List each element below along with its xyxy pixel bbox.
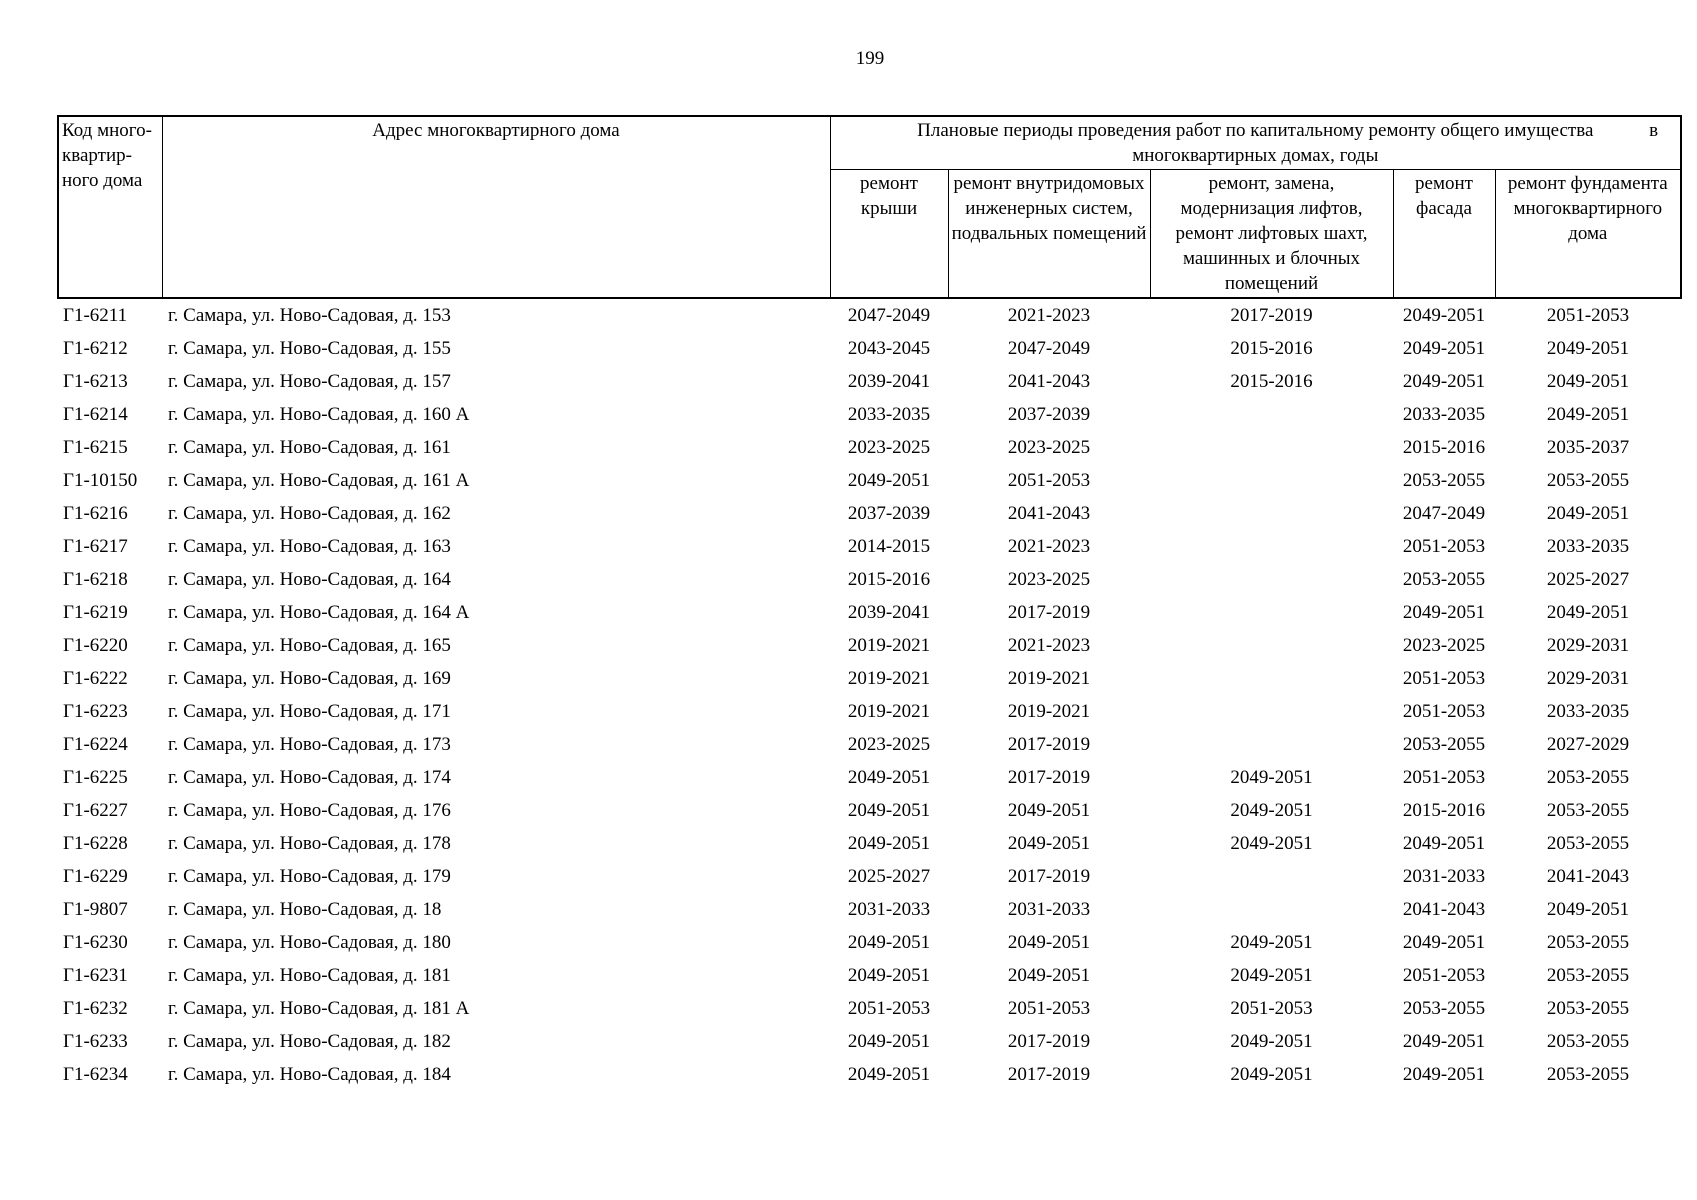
table-row [58, 728, 1681, 761]
cell-engineering: 2017-2019 [1007, 734, 1091, 755]
cell-lift [1150, 398, 1393, 431]
table-row [58, 596, 1681, 629]
cell-lift: 2049-2051 [1230, 1031, 1313, 1052]
cell-address: г. Самара, ул. Ново-Садовая, д. 181 А [168, 998, 470, 1019]
cell-code: Г1-6216 [63, 503, 128, 524]
cell-lift: 2049-2051 [1230, 767, 1313, 788]
cell-code: Г1-6227 [63, 800, 128, 821]
cell-facade: 2049-2051 [1402, 932, 1486, 953]
header-plan-line2: многоквартирных домах, годы [1132, 145, 1379, 166]
table-row [58, 794, 1681, 827]
cell-foundation: 2053-2055 [1546, 767, 1630, 788]
cell-facade: 2053-2055 [1402, 998, 1486, 1019]
cell-roof: 2039-2041 [847, 371, 931, 392]
cell-roof: 2019-2021 [847, 635, 931, 656]
table-row [58, 893, 1681, 926]
cell-foundation: 2053-2055 [1546, 1031, 1630, 1052]
table-row [58, 1058, 1681, 1091]
table-row [58, 1025, 1681, 1058]
cell-engineering: 2051-2053 [1007, 470, 1091, 491]
cell-facade: 2049-2051 [1402, 1064, 1486, 1085]
cell-foundation: 2035-2037 [1546, 437, 1630, 458]
cell-facade: 2053-2055 [1402, 734, 1486, 755]
cell-address: г. Самара, ул. Ново-Садовая, д. 162 [168, 503, 451, 524]
cell-foundation: 2027-2029 [1546, 734, 1630, 755]
cell-roof: 2014-2015 [847, 536, 931, 557]
cell-foundation: 2049-2051 [1546, 338, 1630, 359]
cell-facade: 2049-2051 [1402, 1031, 1486, 1052]
cell-roof: 2051-2053 [847, 998, 931, 1019]
cell-facade: 2051-2053 [1402, 701, 1486, 722]
cell-foundation: 2041-2043 [1546, 866, 1630, 887]
cell-code: Г1-6230 [63, 932, 128, 953]
cell-lift [1150, 596, 1393, 629]
cell-code: Г1-6228 [63, 833, 128, 854]
cell-engineering: 2023-2025 [1007, 437, 1091, 458]
cell-facade: 2041-2043 [1402, 899, 1486, 920]
cell-lift [1150, 431, 1393, 464]
cell-foundation: 2053-2055 [1546, 833, 1630, 854]
table-row [58, 827, 1681, 860]
cell-address: г. Самара, ул. Ново-Садовая, д. 160 А [168, 404, 470, 425]
cell-engineering: 2041-2043 [1007, 503, 1091, 524]
cell-roof: 2039-2041 [847, 602, 931, 623]
cell-foundation: 2053-2055 [1546, 1064, 1630, 1085]
cell-engineering: 2021-2023 [1007, 536, 1091, 557]
cell-address: г. Самара, ул. Ново-Садовая, д. 164 А [168, 602, 470, 623]
cell-code: Г1-6234 [63, 1064, 128, 1085]
cell-address: г. Самара, ул. Ново-Садовая, д. 164 [168, 569, 451, 590]
table-body [58, 298, 1681, 1091]
cell-facade: 2051-2053 [1402, 536, 1486, 557]
cell-facade: 2015-2016 [1402, 800, 1486, 821]
table-row [58, 959, 1681, 992]
header-address: Адрес многоквартирного дома [162, 116, 830, 298]
cell-roof: 2037-2039 [847, 503, 931, 524]
cell-engineering: 2017-2019 [1007, 1064, 1091, 1085]
header-foundation: ремонт фундамента многоквартирного дома [1495, 170, 1681, 299]
cell-lift [1150, 860, 1393, 893]
header-lift: ремонт, замена, модернизация лифтов, ремонт лифтовых шахт, машинных и блочных помещений [1150, 170, 1393, 299]
capital-repair-table [57, 115, 1682, 1091]
cell-roof: 2049-2051 [847, 833, 931, 854]
cell-roof: 2033-2035 [847, 404, 931, 425]
cell-code: Г1-10150 [63, 470, 138, 491]
cell-lift [1150, 530, 1393, 563]
cell-code: Г1-6217 [63, 536, 128, 557]
cell-facade: 2033-2035 [1402, 404, 1486, 425]
cell-lift [1150, 464, 1393, 497]
cell-roof: 2015-2016 [847, 569, 931, 590]
table-row [58, 365, 1681, 398]
cell-address: г. Самара, ул. Ново-Садовая, д. 157 [168, 371, 451, 392]
table-row [58, 497, 1681, 530]
cell-facade: 2051-2053 [1402, 668, 1486, 689]
cell-facade: 2031-2033 [1402, 866, 1486, 887]
cell-lift [1150, 728, 1393, 761]
cell-foundation: 2049-2051 [1546, 404, 1630, 425]
cell-foundation: 2053-2055 [1546, 932, 1630, 953]
cell-roof: 2043-2045 [847, 338, 931, 359]
cell-address: г. Самара, ул. Ново-Садовая, д. 174 [168, 767, 451, 788]
cell-engineering: 2017-2019 [1007, 866, 1091, 887]
cell-foundation: 2033-2035 [1546, 701, 1630, 722]
cell-code: Г1-6218 [63, 569, 128, 590]
cell-code: Г1-6219 [63, 602, 128, 623]
cell-address: г. Самара, ул. Ново-Садовая, д. 161 [168, 437, 451, 458]
cell-lift [1150, 695, 1393, 728]
cell-address: г. Самара, ул. Ново-Садовая, д. 178 [168, 833, 451, 854]
cell-code: Г1-6222 [63, 668, 128, 689]
cell-address: г. Самара, ул. Ново-Садовая, д. 163 [168, 536, 451, 557]
cell-engineering: 2021-2023 [1007, 305, 1091, 326]
cell-roof: 2023-2025 [847, 734, 931, 755]
cell-engineering: 2019-2021 [1007, 701, 1091, 722]
cell-foundation: 2025-2027 [1546, 569, 1630, 590]
cell-code: Г1-6223 [63, 701, 128, 722]
cell-lift: 2051-2053 [1230, 998, 1313, 1019]
cell-code: Г1-6212 [63, 338, 128, 359]
table-header [58, 116, 1681, 298]
cell-roof: 2049-2051 [847, 470, 931, 491]
cell-lift [1150, 893, 1393, 926]
cell-facade: 2051-2053 [1402, 767, 1486, 788]
cell-lift: 2049-2051 [1230, 932, 1313, 953]
cell-lift [1150, 563, 1393, 596]
cell-foundation: 2049-2051 [1546, 899, 1630, 920]
cell-engineering: 2017-2019 [1007, 602, 1091, 623]
cell-facade: 2053-2055 [1402, 569, 1486, 590]
cell-lift: 2049-2051 [1230, 800, 1313, 821]
cell-facade: 2049-2051 [1402, 305, 1486, 326]
cell-address: г. Самара, ул. Ново-Садовая, д. 171 [168, 701, 451, 722]
table-row [58, 695, 1681, 728]
cell-foundation: 2053-2055 [1546, 998, 1630, 1019]
cell-foundation: 2033-2035 [1546, 536, 1630, 557]
header-facade: ремонт фасада [1393, 170, 1495, 299]
cell-lift [1150, 662, 1393, 695]
cell-address: г. Самара, ул. Ново-Садовая, д. 153 [168, 305, 451, 326]
cell-foundation: 2029-2031 [1546, 668, 1630, 689]
cell-lift [1150, 629, 1393, 662]
cell-roof: 2023-2025 [847, 437, 931, 458]
cell-code: Г1-6215 [63, 437, 128, 458]
cell-facade: 2049-2051 [1402, 371, 1486, 392]
table-row [58, 860, 1681, 893]
cell-lift: 2015-2016 [1230, 371, 1313, 392]
table-row [58, 629, 1681, 662]
cell-engineering: 2031-2033 [1007, 899, 1091, 920]
cell-code: Г1-6224 [63, 734, 128, 755]
cell-engineering: 2041-2043 [1007, 371, 1091, 392]
cell-lift: 2049-2051 [1230, 833, 1313, 854]
cell-address: г. Самара, ул. Ново-Садовая, д. 161 А [168, 470, 470, 491]
header-plan-text: Плановые периоды проведения работ по капитальному ремонту общего имущества [917, 120, 1594, 141]
table-row [58, 992, 1681, 1025]
cell-facade: 2049-2051 [1402, 338, 1486, 359]
cell-code: Г1-6213 [63, 371, 128, 392]
cell-lift: 2049-2051 [1230, 965, 1313, 986]
cell-address: г. Самара, ул. Ново-Садовая, д. 169 [168, 668, 451, 689]
cell-roof: 2049-2051 [847, 932, 931, 953]
cell-foundation: 2049-2051 [1546, 503, 1630, 524]
cell-code: Г1-6225 [63, 767, 128, 788]
cell-roof: 2049-2051 [847, 965, 931, 986]
cell-roof: 2019-2021 [847, 701, 931, 722]
cell-roof: 2047-2049 [847, 305, 931, 326]
header-plan-tail: в [1649, 120, 1659, 141]
cell-roof: 2019-2021 [847, 668, 931, 689]
cell-roof: 2049-2051 [847, 1064, 931, 1085]
cell-engineering: 2037-2039 [1007, 404, 1091, 425]
header-engineering: ремонт внутридомовых инженерных систем, подвальных помещений [948, 170, 1150, 299]
cell-roof: 2025-2027 [847, 866, 931, 887]
cell-address: г. Самара, ул. Ново-Садовая, д. 182 [168, 1031, 451, 1052]
cell-lift [1150, 497, 1393, 530]
cell-engineering: 2021-2023 [1007, 635, 1091, 656]
cell-engineering: 2049-2051 [1007, 800, 1091, 821]
cell-code: Г1-6231 [63, 965, 128, 986]
cell-foundation: 2049-2051 [1546, 602, 1630, 623]
cell-address: г. Самара, ул. Ново-Садовая, д. 18 [168, 899, 442, 920]
cell-engineering: 2017-2019 [1007, 1031, 1091, 1052]
cell-address: г. Самара, ул. Ново-Садовая, д. 176 [168, 800, 451, 821]
table-row [58, 298, 1681, 332]
cell-address: г. Самара, ул. Ново-Садовая, д. 184 [168, 1064, 451, 1085]
cell-code: Г1-9807 [63, 899, 128, 920]
cell-engineering: 2017-2019 [1007, 767, 1091, 788]
cell-foundation: 2053-2055 [1546, 965, 1630, 986]
cell-roof: 2031-2033 [847, 899, 931, 920]
cell-lift: 2015-2016 [1230, 338, 1313, 359]
table-row [58, 332, 1681, 365]
cell-lift: 2049-2051 [1230, 1064, 1313, 1085]
header-code: Код много-квартир-ного дома [58, 116, 162, 298]
cell-engineering: 2051-2053 [1007, 998, 1091, 1019]
table-row [58, 530, 1681, 563]
cell-foundation: 2029-2031 [1546, 635, 1630, 656]
cell-facade: 2015-2016 [1402, 437, 1486, 458]
cell-address: г. Самара, ул. Ново-Садовая, д. 155 [168, 338, 451, 359]
cell-roof: 2049-2051 [847, 767, 931, 788]
cell-code: Г1-6220 [63, 635, 128, 656]
cell-facade: 2053-2055 [1402, 470, 1486, 491]
table-row [58, 662, 1681, 695]
cell-address: г. Самара, ул. Ново-Садовая, д. 173 [168, 734, 451, 755]
cell-code: Г1-6232 [63, 998, 128, 1019]
cell-facade: 2023-2025 [1402, 635, 1486, 656]
cell-facade: 2051-2053 [1402, 965, 1486, 986]
header-roof: ремонт крыши [830, 170, 948, 299]
cell-facade: 2049-2051 [1402, 602, 1486, 623]
cell-address: г. Самара, ул. Ново-Садовая, д. 180 [168, 932, 451, 953]
cell-engineering: 2049-2051 [1007, 932, 1091, 953]
cell-engineering: 2019-2021 [1007, 668, 1091, 689]
cell-engineering: 2049-2051 [1007, 965, 1091, 986]
cell-lift: 2017-2019 [1230, 305, 1313, 326]
table-row [58, 398, 1681, 431]
cell-facade: 2047-2049 [1402, 503, 1486, 524]
table-row [58, 761, 1681, 794]
page-number: 199 [855, 48, 885, 69]
cell-foundation: 2053-2055 [1546, 470, 1630, 491]
cell-roof: 2049-2051 [847, 800, 931, 821]
cell-code: Г1-6211 [63, 305, 128, 326]
cell-engineering: 2049-2051 [1007, 833, 1091, 854]
header-plan-periods [830, 116, 1681, 170]
table-row [58, 464, 1681, 497]
cell-code: Г1-6214 [63, 404, 128, 425]
cell-foundation: 2053-2055 [1546, 800, 1630, 821]
cell-code: Г1-6229 [63, 866, 128, 887]
table-row [58, 563, 1681, 596]
cell-facade: 2049-2051 [1402, 833, 1486, 854]
cell-address: г. Самара, ул. Ново-Садовая, д. 165 [168, 635, 451, 656]
cell-foundation: 2049-2051 [1546, 371, 1630, 392]
table-row [58, 431, 1681, 464]
cell-code: Г1-6233 [63, 1031, 128, 1052]
cell-address: г. Самара, ул. Ново-Садовая, д. 179 [168, 866, 451, 887]
cell-roof: 2049-2051 [847, 1031, 931, 1052]
cell-address: г. Самара, ул. Ново-Садовая, д. 181 [168, 965, 451, 986]
cell-foundation: 2051-2053 [1546, 305, 1630, 326]
table-row [58, 926, 1681, 959]
cell-engineering: 2047-2049 [1007, 338, 1091, 359]
cell-engineering: 2023-2025 [1007, 569, 1091, 590]
